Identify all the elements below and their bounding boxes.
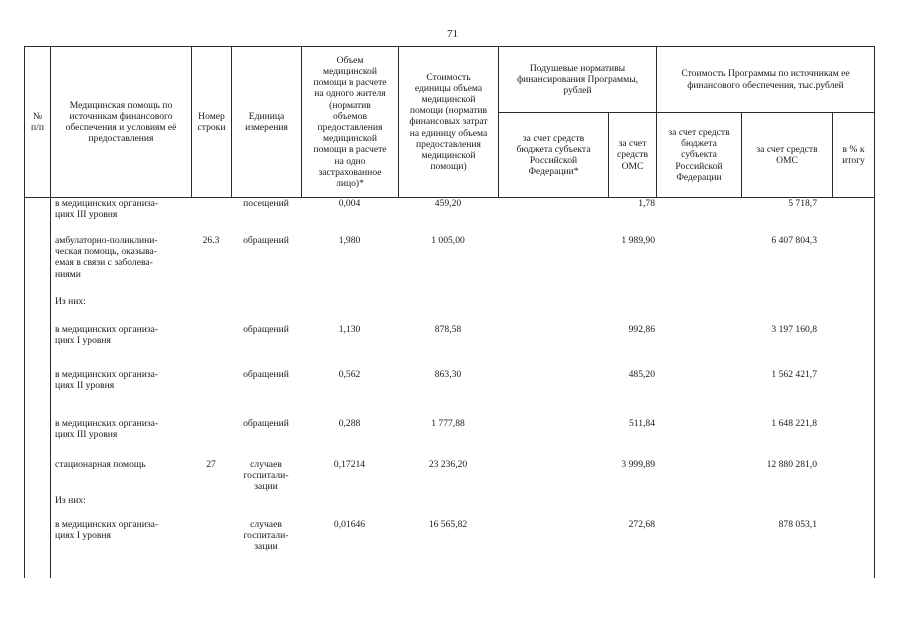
header-cost: Стоимость единицы объема медицинской помощи (норматив финансовых затрат на единицу объема предоставления медицинской помощи): [409, 71, 488, 173]
header-unit: Единица измерения: [245, 110, 288, 133]
header-medical-help: Медицинская помощь по источникам финансового обеспечения и условиям её предоставления: [65, 99, 177, 145]
header-prog-percent: в % к итогу: [842, 143, 865, 166]
table-body: в медицинских организа- циях III уровня посещений 0,004 459,20 1,78 5 718,7 амбулаторно-поликлини- ческая помощь, оказыва- емая в связи с заболева- ниями 26.3 обращений 1,980 1 005,00 1 989,90 6 407 804,3 Из них: в медицинских организа- циях I уровня обращений 1,130 878,58 992,86 3 197 160,8 в медицинских организа- циях II уровня обращений 0,562 863,30 485,20 1 562 421,7 в медицинских организа- циях III уровня обращений 0,288 1 777,88 511,84 1 648 221,8 стационарная помощь 27 случаев госпитали- зации 0,17214 23 236,20 3 999,89 12 880 281,0 Из них: в медицинских организа- циях I уровня случаев госпитали- зации 0,01646 16 565,82 272,68 878 053,1: [24, 198, 875, 578]
header-pc-budget: за счет средств бюджета субъекта Российской Федерации*: [516, 132, 591, 178]
header-per-capita: Подушевые нормативы финансирования Программы, рублей: [516, 62, 639, 97]
header-row-number: Номер строки: [197, 110, 226, 133]
header-num: № п/п: [31, 110, 44, 133]
header-prog-oms: за счет средств ОМС: [756, 143, 818, 166]
header-pc-oms: за счет средств ОМС: [616, 138, 649, 172]
table-header: [24, 46, 875, 198]
header-program-cost: Стоимость Программы по источникам ее финансового обеспечения, тыс.рублей: [681, 68, 850, 91]
header-prog-budget: за счет средств бюджета субъекта Российской Федерации: [668, 126, 730, 183]
page-number: 71: [447, 28, 458, 40]
header-volume: Объем медицинской помощи в расчете на одного жителя (норматив объемов предоставления медицинской помощи в расчете на одно застрахованное лицо)*: [313, 54, 387, 190]
